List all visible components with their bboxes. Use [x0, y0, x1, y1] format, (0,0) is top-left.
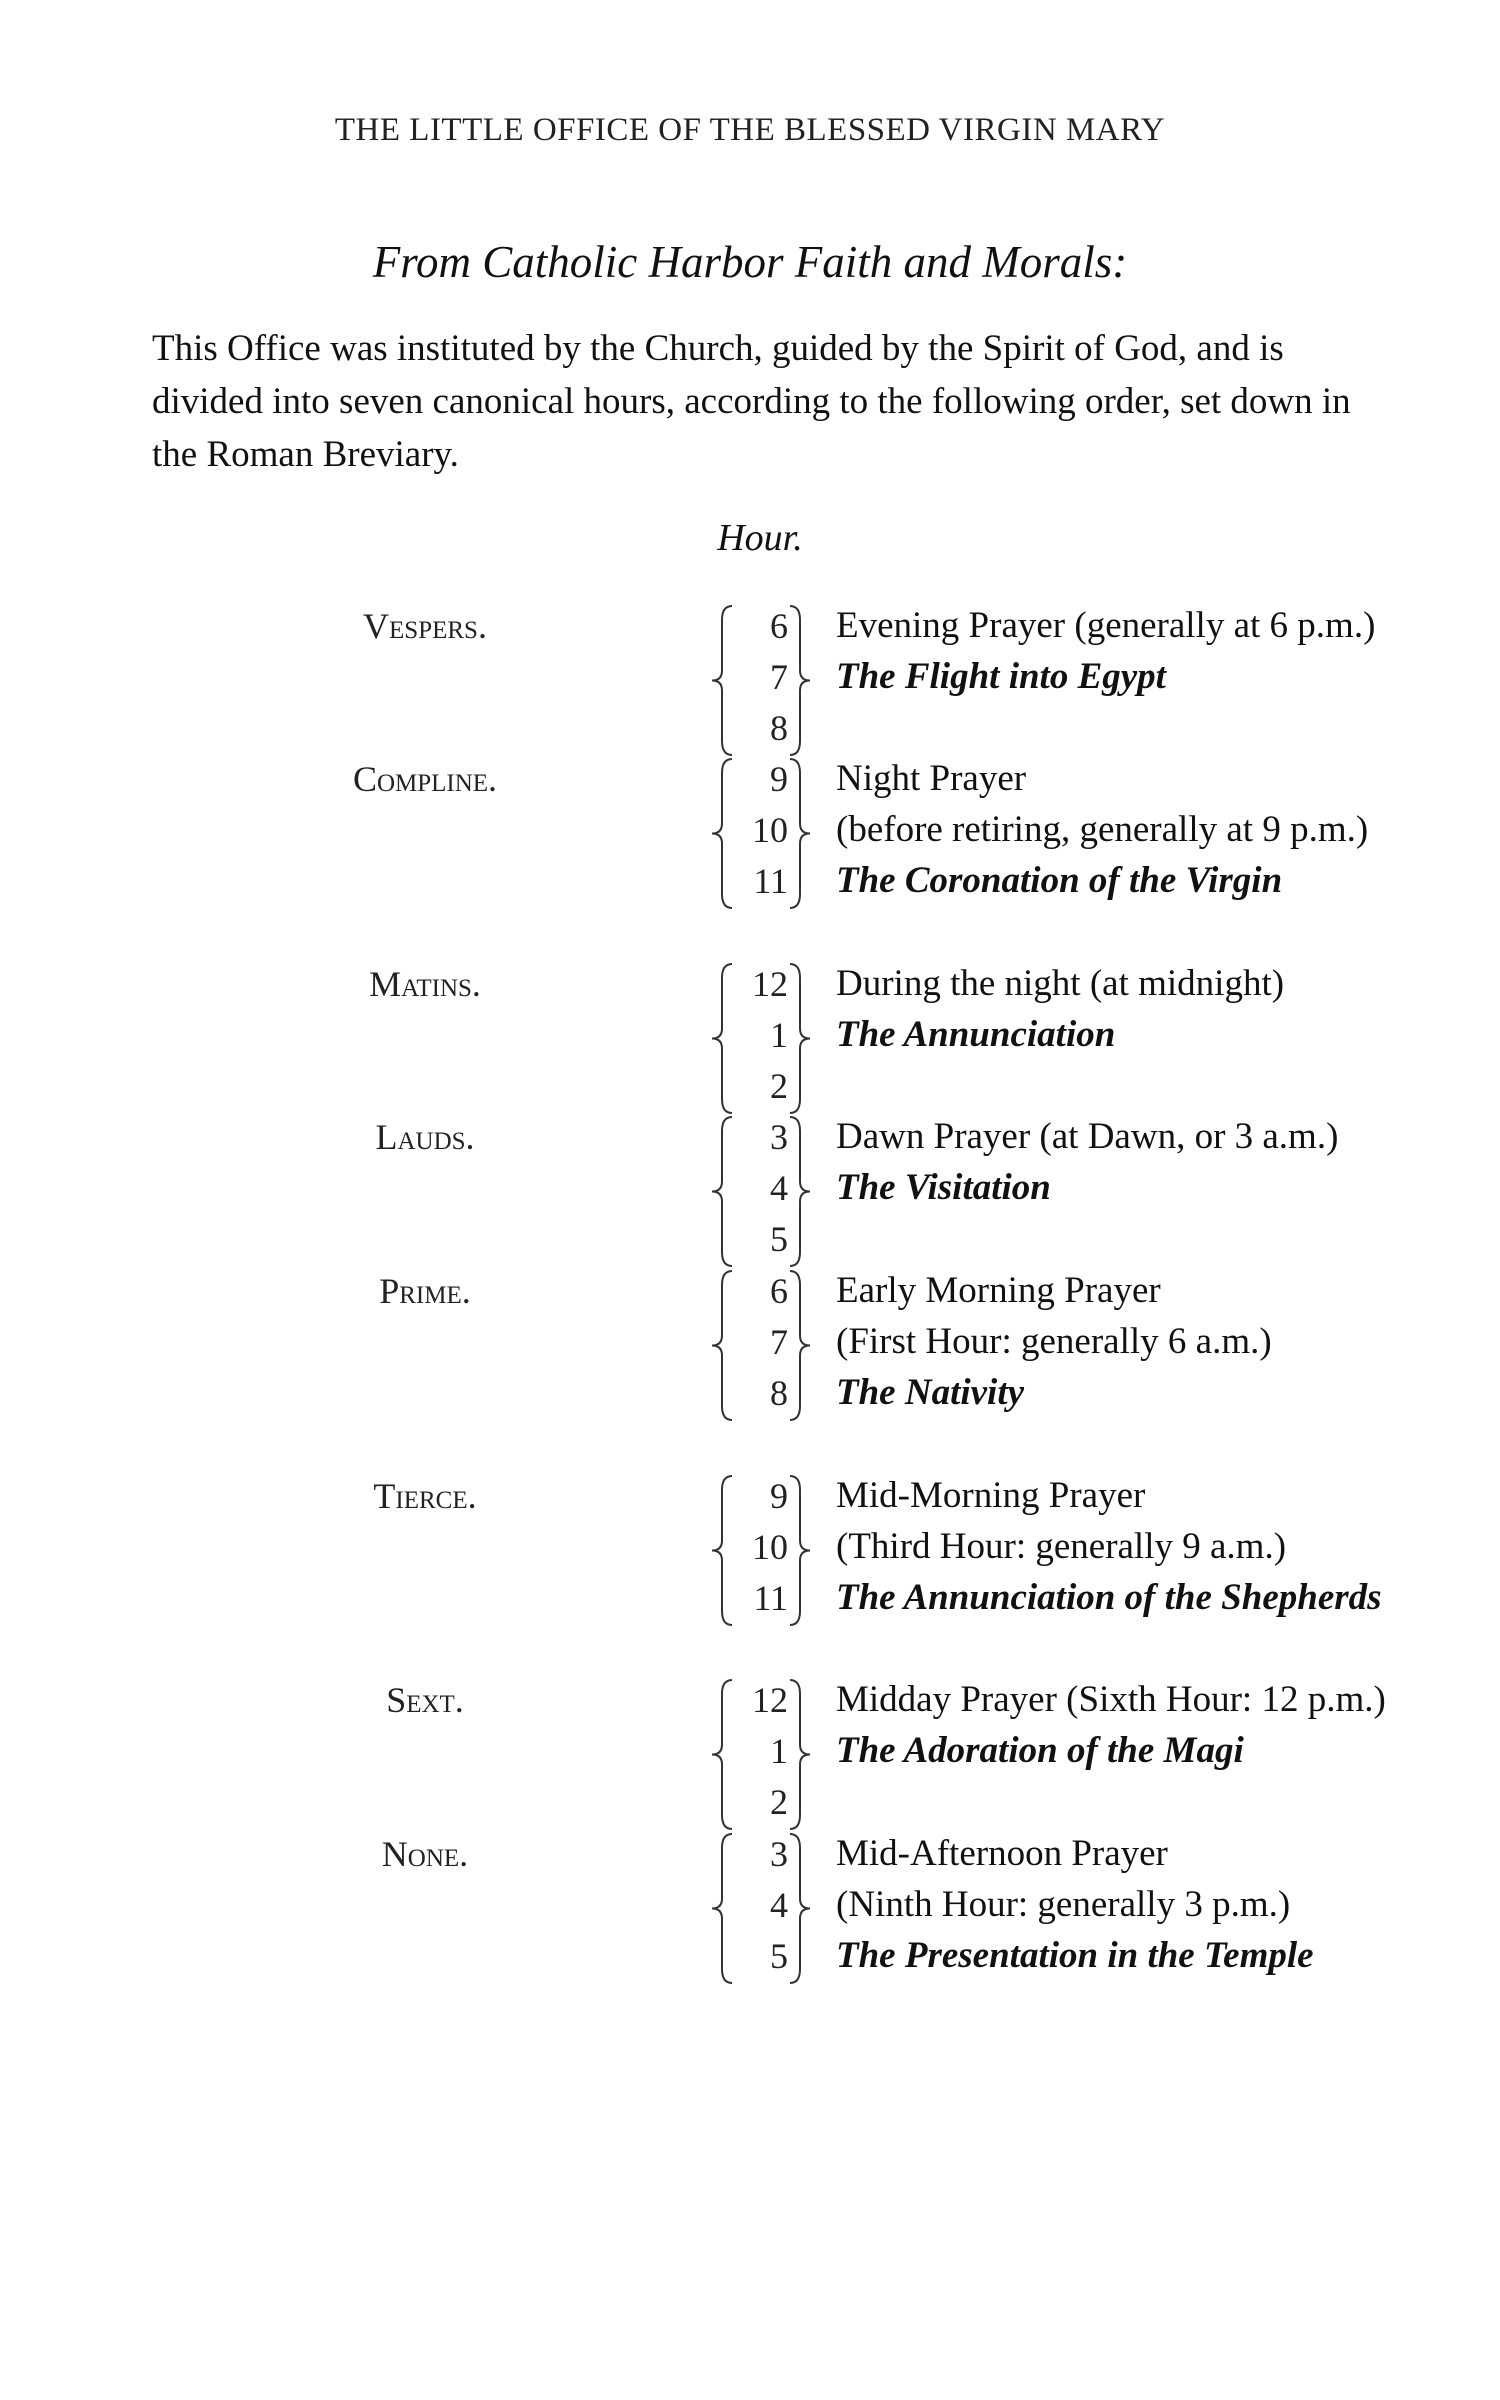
hour-number: 9	[770, 759, 788, 799]
right-brace	[790, 1680, 810, 1829]
prayer-description: Midday Prayer (Sixth Hour: 12 p.m.)	[836, 1679, 1386, 1720]
hour-number: 8	[770, 708, 788, 748]
prayer-description: Dawn Prayer (at Dawn, or 3 a.m.)	[836, 1116, 1339, 1157]
running-title: THE LITTLE OFFICE OF THE BLESSED VIRGIN MARY	[334, 112, 1166, 148]
mystery-title: The Nativity	[836, 1372, 1025, 1413]
office-name-compline: Compline.	[352, 759, 498, 799]
prayer-description: Mid-Morning Prayer	[836, 1475, 1146, 1516]
prayer-description: Night Prayer	[836, 758, 1027, 799]
prayer-description: (before retiring, generally at 9 p.m.)	[836, 809, 1369, 850]
right-brace	[790, 1476, 810, 1625]
hour-number: 5	[770, 1219, 788, 1259]
right-brace	[790, 606, 810, 755]
mystery-title: The Visitation	[836, 1167, 1051, 1208]
prayer-description: (Ninth Hour: generally 3 p.m.)	[836, 1884, 1291, 1925]
hour-number: 2	[770, 1066, 788, 1106]
hour-number: 7	[770, 657, 788, 697]
hour-number: 10	[752, 810, 788, 850]
office-name-matins: Matins.	[369, 964, 481, 1004]
hour-number: 5	[770, 1936, 788, 1976]
intro-paragraph: This Office was instituted by the Church, guided by the Spirit of God, and is divided into seven canonical hours, according to the following order, set down in the Roman Breviary.	[152, 328, 1351, 475]
source-title: From Catholic Harbor Faith and Morals:	[372, 237, 1128, 287]
hour-number: 4	[770, 1885, 788, 1925]
prayer-description: Evening Prayer (generally at 6 p.m.)	[836, 605, 1376, 646]
right-brace	[790, 964, 810, 1113]
hour-number: 6	[770, 1271, 788, 1311]
hour-number: 12	[752, 1680, 788, 1720]
mystery-title: The Annunciation	[836, 1014, 1116, 1055]
hour-number: 8	[770, 1373, 788, 1413]
hour-column-heading: Hour.	[717, 517, 803, 559]
mystery-title: The Flight into Egypt	[836, 656, 1166, 697]
prayer-description: (First Hour: generally 6 a.m.)	[836, 1321, 1272, 1362]
mystery-title: The Coronation of the Virgin	[836, 860, 1283, 901]
hour-number: 11	[753, 861, 788, 901]
office-name-sext: Sext.	[386, 1680, 464, 1720]
hour-number: 3	[770, 1834, 788, 1874]
right-brace	[790, 1834, 810, 1983]
office-name-tierce: Tierce.	[373, 1476, 477, 1516]
right-brace	[790, 759, 810, 908]
office-name-prime: Prime.	[379, 1271, 471, 1311]
right-brace	[790, 1271, 810, 1420]
mystery-title: The Presentation in the Temple	[836, 1935, 1314, 1976]
hour-number: 9	[770, 1476, 788, 1516]
office-name-vespers: Vespers.	[363, 606, 487, 646]
hour-number: 12	[752, 964, 788, 1004]
hour-number: 1	[770, 1731, 788, 1771]
hour-number: 4	[770, 1168, 788, 1208]
hour-number: 3	[770, 1117, 788, 1157]
prayer-description: Early Morning Prayer	[836, 1270, 1161, 1311]
hour-number: 7	[770, 1322, 788, 1362]
prayer-description: During the night (at midnight)	[836, 963, 1285, 1004]
hour-number: 10	[752, 1527, 788, 1567]
mystery-title: The Annunciation of the Shepherds	[836, 1577, 1382, 1618]
hour-number: 11	[753, 1578, 788, 1618]
hour-number: 2	[770, 1782, 788, 1822]
prayer-description: (Third Hour: generally 9 a.m.)	[836, 1526, 1287, 1567]
office-name-none: None.	[381, 1834, 469, 1874]
office-name-lauds: Lauds.	[375, 1117, 475, 1157]
hour-number: 1	[770, 1015, 788, 1055]
right-brace	[790, 1117, 810, 1266]
hour-number: 6	[770, 606, 788, 646]
mystery-title: The Adoration of the Magi	[836, 1730, 1244, 1771]
prayer-description: Mid-Afternoon Prayer	[836, 1833, 1168, 1874]
